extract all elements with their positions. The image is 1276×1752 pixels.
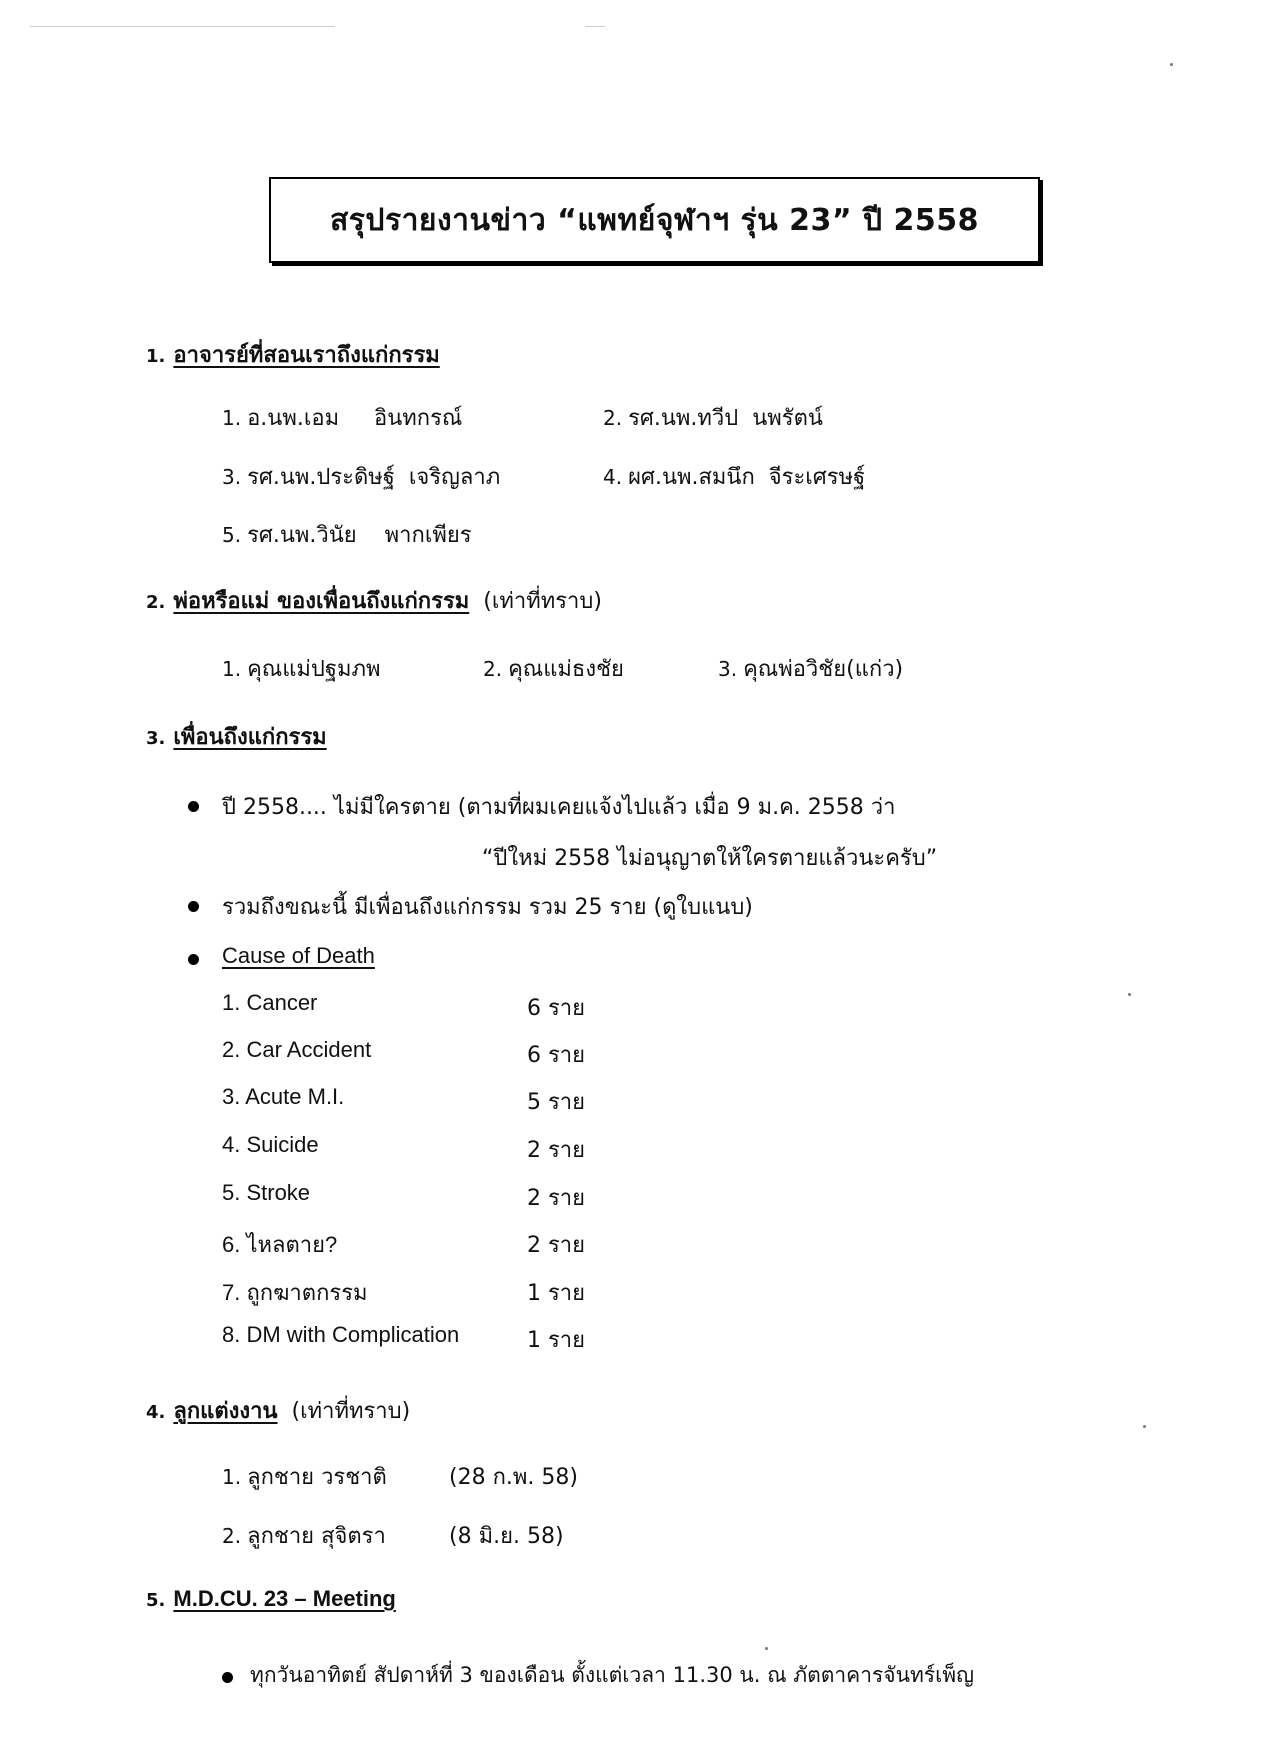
scan-speck: [1128, 993, 1131, 996]
cause-label: 6. ไหลตาย?: [222, 1232, 338, 1257]
bullet-text: รวมถึงขณะนี้ มีเพื่อนถึงแก่กรรม รวม 25 ราย (ดูใบแนบ): [222, 895, 753, 920]
item-text: รศ.นพ.ประดิษฐ์ เจริญลาภ: [247, 465, 501, 490]
cause-label: 2. Car Accident: [222, 1037, 372, 1062]
cause-label: 4. Suicide: [222, 1132, 319, 1157]
list-item: [222, 1459, 387, 1494]
title-box: [269, 177, 1040, 263]
item-text: คุณแม่ธงชัย: [508, 657, 624, 682]
list-item: [718, 651, 903, 686]
cause-count: 6 ราย: [527, 1043, 586, 1068]
section-number: 5.: [146, 1590, 166, 1611]
cause-label: 5. Stroke: [222, 1180, 311, 1205]
item-text: ลูกชาย สุจิตรา: [247, 1524, 386, 1549]
cause-count: 2 ราย: [527, 1233, 586, 1258]
cause-count: 2 ราย: [527, 1186, 586, 1211]
item-text: รศ.นพ.ทวีป นพรัตน์: [628, 406, 823, 431]
section-number: 1.: [146, 346, 166, 367]
scan-speck: [1143, 1425, 1146, 1428]
bullet-text-continued: “ปีใหม่ 2558 ไม่อนุญาตให้ใครตายแล้วนะครับ”: [482, 846, 938, 871]
section-title: ลูกแต่งงาน: [173, 1399, 278, 1424]
bullet-dot: [188, 801, 199, 812]
cause-count: 2 ราย: [527, 1138, 586, 1163]
section-title: M.D.CU. 23 – Meeting: [173, 1586, 396, 1611]
item-number: 3.: [718, 657, 738, 681]
section-4-heading: [146, 1393, 410, 1428]
item-text: อ.นพ.เอม อินทกรณ์: [247, 406, 463, 431]
section-3-heading: [146, 719, 327, 754]
cause-count: 6 ราย: [527, 996, 586, 1021]
item-date: (8 มิ.ย. 58): [449, 1524, 564, 1549]
list-item: [603, 459, 865, 494]
list-item: [222, 651, 381, 686]
list-item: [483, 651, 624, 686]
section-5-heading: [146, 1586, 396, 1612]
item-number: 1.: [222, 406, 242, 430]
item-number: 2.: [603, 406, 623, 430]
item-number: 1.: [222, 1465, 242, 1489]
item-number: 3.: [222, 465, 242, 489]
item-number: 1.: [222, 657, 242, 681]
bullet-dot: [222, 1672, 233, 1683]
cause-count: 1 ราย: [527, 1328, 586, 1353]
list-item: [222, 400, 462, 435]
section-number: 4.: [146, 1402, 166, 1423]
item-text: ผศ.นพ.สมนึก จีระเศรษฐ์: [628, 465, 866, 490]
bullet-text: ปี 2558.... ไม่มีใครตาย (ตามที่ผมเคยแจ้งไปแล้ว เมื่อ 9 ม.ค. 2558 ว่า: [222, 795, 896, 820]
bullet-text: ทุกวันอาทิตย์ สัปดาห์ที่ 3 ของเดือน ตั้งแต่เวลา 11.30 น. ณ ภัตตาคารจันทร์เพ็ญ: [250, 1663, 974, 1687]
cause-label: 3. Acute M.I.: [222, 1084, 345, 1109]
document-title: สรุปรายงานข่าว “แพทย์จุฬาฯ รุ่น 23” ปี 2558: [329, 202, 979, 238]
list-item: [222, 517, 472, 552]
cause-of-death-heading: Cause of Death: [222, 943, 375, 968]
item-number: 5.: [222, 523, 242, 547]
list-item: [222, 459, 500, 494]
section-number: 3.: [146, 728, 166, 749]
section-note: (เท่าที่ทราบ): [483, 589, 602, 614]
section-2-heading: [146, 583, 602, 618]
item-text: คุณแม่ปฐมภพ: [247, 657, 381, 682]
scan-artifact-line: [30, 26, 335, 27]
bullet-dot: [188, 901, 199, 912]
section-1-heading: [146, 337, 440, 372]
item-number: 2.: [483, 657, 503, 681]
item-date: (28 ก.พ. 58): [449, 1465, 578, 1490]
cause-label: 8. DM with Complication: [222, 1322, 460, 1347]
item-number: 2.: [222, 1524, 242, 1548]
list-item: [603, 400, 823, 435]
item-text: รศ.นพ.วินัย พากเพียร: [247, 523, 472, 548]
cause-count: 5 ราย: [527, 1090, 586, 1115]
section-title: เพื่อนถึงแก่กรรม: [173, 725, 327, 750]
list-item: [222, 1518, 386, 1553]
item-text: คุณพ่อวิชัย(แก่ว): [743, 657, 904, 682]
section-title: อาจารย์ที่สอนเราถึงแก่กรรม: [173, 343, 440, 368]
scan-speck: [1170, 63, 1173, 66]
cause-label: 7. ถูกฆาตกรรม: [222, 1280, 368, 1305]
bullet-dot: [188, 954, 199, 965]
section-number: 2.: [146, 592, 166, 613]
item-text: ลูกชาย วรชาติ: [247, 1465, 387, 1490]
scan-speck: [765, 1647, 768, 1650]
section-title: พ่อหรือแม่ ของเพื่อนถึงแก่กรรม: [173, 589, 470, 614]
cause-label: 1. Cancer: [222, 990, 318, 1015]
cause-count: 1 ราย: [527, 1281, 586, 1306]
item-number: 4.: [603, 465, 623, 489]
section-note: (เท่าที่ทราบ): [291, 1399, 411, 1424]
scan-artifact-dash: [585, 26, 605, 27]
